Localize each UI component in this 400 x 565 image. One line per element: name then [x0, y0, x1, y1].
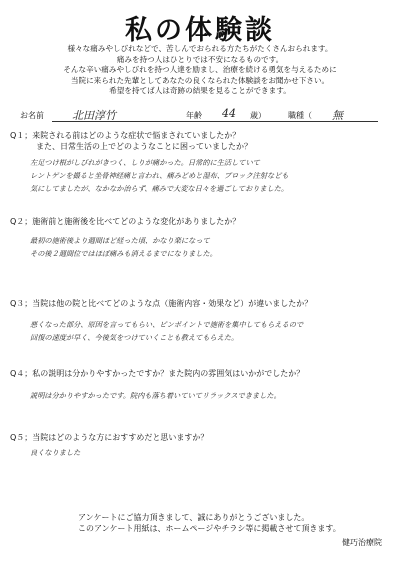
answer-5 [30, 446, 390, 459]
answer-line: 左足つけ根がしびれがきつく、しりが痛かった。日常的に生活していて [30, 158, 260, 167]
info-underline [52, 121, 378, 122]
question-1 [10, 130, 390, 152]
question-5 [10, 432, 390, 443]
question-4 [10, 368, 390, 379]
name-label: お名前 [20, 111, 44, 120]
age-value: 44 [222, 107, 236, 120]
answer-line: 良くなりました [30, 448, 81, 457]
question-3 [10, 298, 390, 309]
intro-line: 様々な痛みやしびれなどで、苦しんでおられる方たちがたくさんおられます。 [67, 44, 333, 53]
answer-line: その後２週間位ではほぼ痛みも消えるまでになりました。 [30, 249, 217, 258]
age-unit: 歳） [250, 111, 266, 120]
answer-line: 気にしてましたが、なかなか治らず、痛みで大変な日々を過ごしておりました。 [30, 184, 289, 193]
intro-line: 当院に来られた先輩としてあなたの良くなられた体験談をお聞かせ下さい。 [70, 75, 330, 85]
question-2 [10, 216, 390, 227]
answer-line: 回復の速度が早く、今後気をつけていくことも教えてもらえた。 [30, 333, 239, 342]
job-label: 職種（ [288, 111, 312, 120]
question-text: Q２；施術前と施術後を比べてどのような変化がありましたか？ [10, 217, 241, 226]
intro-text [10, 44, 390, 97]
answer-1 [30, 156, 390, 195]
age-label: 年齢 [186, 111, 202, 120]
name-value: 北田淳竹 [72, 109, 116, 122]
answer-3 [30, 318, 390, 344]
question-text: Q３；当院は他の院と比べてどのような点（施術内容・効果など）が違いましたか？ [10, 299, 313, 308]
footer-line: アンケートにご協力頂きまして、誠にありがとうございました。 [78, 513, 310, 522]
clinic-name: 健巧治療院 [342, 538, 382, 547]
answer-2 [30, 234, 390, 260]
intro-line: そんな辛い痛みやしびれを持つ人達を励まし、治療を続ける勇気を与えるために [63, 65, 337, 75]
page-title: 私の体験談 [125, 15, 275, 46]
intro-line: 希望を持てば人は奇跡の結果を見ることができます。 [109, 86, 291, 96]
intro-line: 痛みを持つ人はひとりでは不安になるものです。 [116, 54, 284, 64]
job-value: 無 [332, 109, 343, 122]
question-text: Q５；当院はどのような方におすすめだと思いますか？ [10, 433, 209, 442]
question-text: Q４；私の説明は分かりやすかったですか？また院内の雰囲気はいかがでしたか？ [10, 369, 305, 378]
answer-line: 悪くなった部分、原因を言ってもらい、ピンポイントで施術を集中してもらえるので [30, 320, 304, 329]
question-text: Q１；来院される前はどのような症状で悩まされていましたか？ [10, 131, 241, 140]
answer-line: レントゲンを撮ると坐骨神経痛と言われ、痛みどめと湿布、ブロック注射なども [30, 171, 289, 180]
footer-line: このアンケート用紙は、ホームページやチラシ等に掲載させて頂きます。 [78, 524, 341, 533]
footer-thanks [78, 512, 378, 534]
answer-line: 最初の施術後より週間ほど経った頃、かなり楽になって [30, 236, 210, 245]
answer-line: 説明は分かりやすかったです。院内も落ち着いていてリラックスできました。 [30, 391, 281, 400]
answer-4 [30, 389, 390, 402]
question-text: また、日常生活の上でどのようなことに困っていましたか？ [36, 142, 252, 151]
